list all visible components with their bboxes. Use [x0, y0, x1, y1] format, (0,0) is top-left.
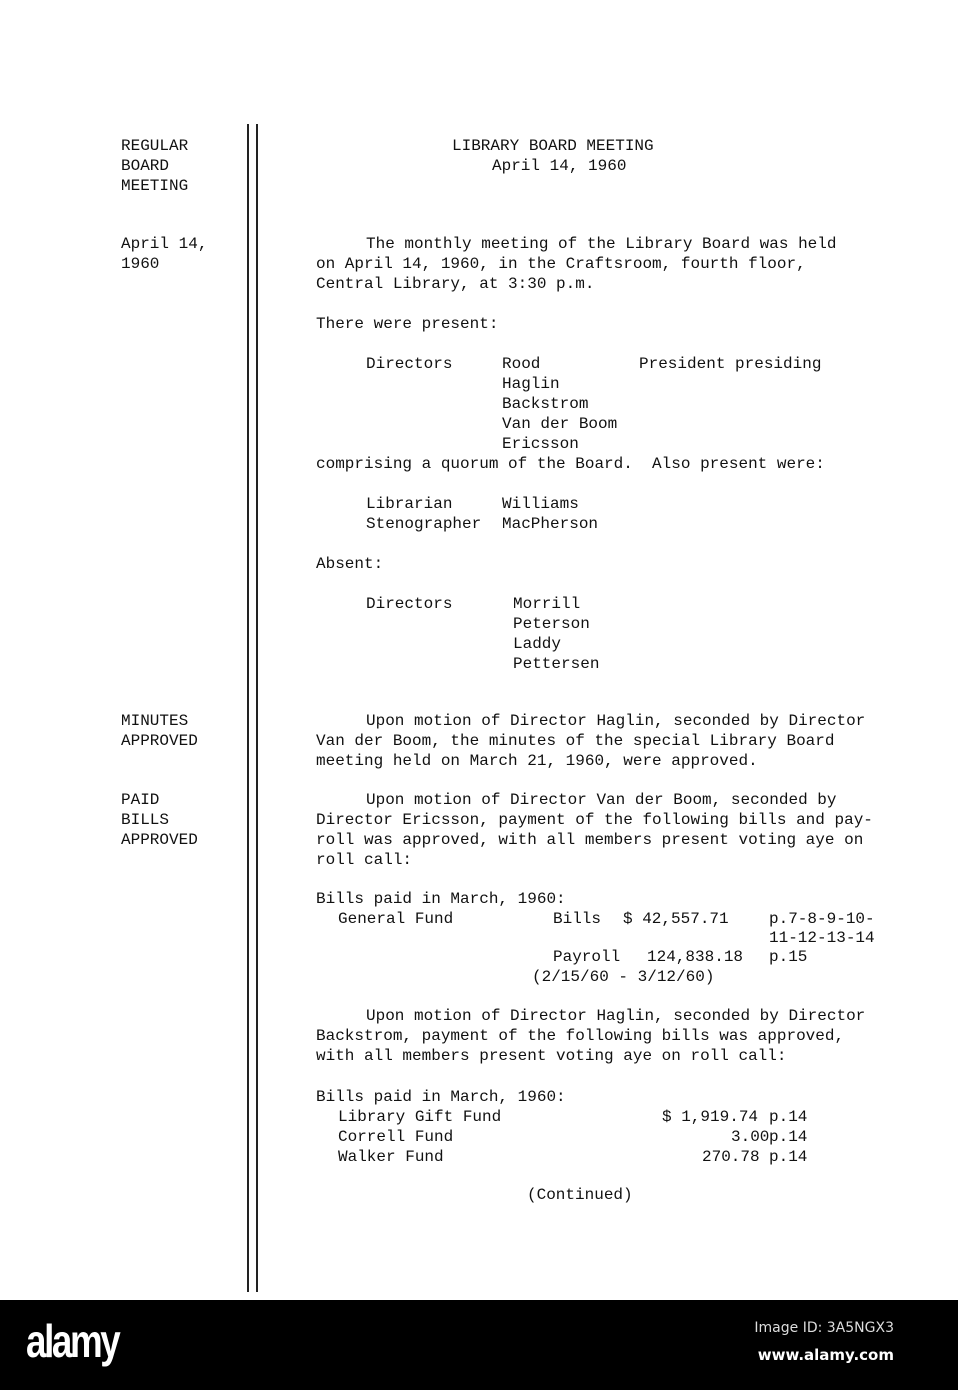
intro-line: Central Library, at 3:30 p.m.: [316, 275, 595, 293]
page-refs: p.15: [769, 948, 808, 966]
staff-role: Librarian: [366, 495, 453, 513]
margin-note: BILLS: [121, 811, 170, 829]
bills-line: Director Ericsson, payment of the following bills and pay-: [316, 811, 873, 829]
present-label: There were present:: [316, 315, 499, 333]
payroll-label: Payroll: [553, 948, 621, 966]
page-refs: p.14: [769, 1128, 808, 1146]
margin-note: APPROVED: [121, 732, 198, 750]
bills-heading: Bills paid in March, 1960:: [316, 1088, 566, 1106]
president-note: President presiding: [639, 355, 822, 373]
directors-label: Directors: [366, 355, 453, 373]
margin-note: MINUTES: [121, 712, 189, 730]
margin-note: 1960: [121, 255, 160, 273]
meeting-date: April 14, 1960: [492, 157, 627, 175]
absent-name: Pettersen: [513, 655, 600, 673]
payroll-period: (2/15/60 - 3/12/60): [532, 968, 715, 986]
page-title: LIBRARY BOARD MEETING: [452, 137, 654, 155]
director-name: Rood: [502, 355, 541, 373]
bills-line: roll was approved, with all members present voting aye on: [316, 831, 864, 849]
absent-name: Laddy: [513, 635, 562, 653]
intro-line: The monthly meeting of the Library Board was held: [366, 235, 837, 253]
minutes-line: meeting held on March 21, 1960, were approved.: [316, 752, 758, 770]
watermark-bar: [0, 1300, 958, 1390]
absent-label: Absent:: [316, 555, 384, 573]
margin-note: BOARD: [121, 157, 170, 175]
staff-name: Williams: [502, 495, 579, 513]
bills2-line: Backstrom, payment of the following bills was approved,: [316, 1027, 845, 1045]
bills-heading: Bills paid in March, 1960:: [316, 890, 566, 908]
fund-amount: 270.78: [702, 1148, 760, 1166]
director-name: Haglin: [502, 375, 560, 393]
directors-label: Directors: [366, 595, 453, 613]
page-refs: p.14: [769, 1108, 808, 1126]
alamy-logo: alamy: [26, 1315, 119, 1367]
fund-name: General Fund: [338, 910, 454, 928]
fund-amount: 3.00: [731, 1128, 770, 1146]
minutes-line: Van der Boom, the minutes of the special Library Board: [316, 732, 835, 750]
absent-name: Morrill: [513, 595, 581, 613]
margin-rule: [247, 124, 249, 1292]
page-refs: p.14: [769, 1148, 808, 1166]
fund-name: Library Gift Fund: [338, 1108, 502, 1126]
fund-amount: $ 1,919.74: [662, 1108, 759, 1126]
quorum-line: comprising a quorum of the Board. Also present were:: [316, 455, 825, 473]
margin-note: April 14,: [121, 235, 208, 253]
fund-name: Correll Fund: [338, 1128, 454, 1146]
director-name: Ericsson: [502, 435, 579, 453]
fund-name: Walker Fund: [338, 1148, 444, 1166]
payroll-amount: 124,838.18: [647, 948, 744, 966]
bills-amount: $ 42,557.71: [623, 910, 729, 928]
bills-line: roll call:: [316, 851, 413, 869]
director-name: Backstrom: [502, 395, 589, 413]
director-name: Van der Boom: [502, 415, 618, 433]
bills2-line: Upon motion of Director Haglin, seconded by Director: [366, 1007, 866, 1025]
margin-rule: [256, 124, 258, 1292]
bills-label: Bills: [553, 910, 602, 928]
minutes-line: Upon motion of Director Haglin, seconded by Director: [366, 712, 866, 730]
staff-name: MacPherson: [502, 515, 599, 533]
bills-line: Upon motion of Director Van der Boom, seconded by: [366, 791, 837, 809]
intro-line: on April 14, 1960, in the Craftsroom, fourth floor,: [316, 255, 806, 273]
margin-note: MEETING: [121, 177, 189, 195]
continued-note: (Continued): [527, 1186, 633, 1204]
page-refs: p.7-8-9-10-: [769, 910, 875, 928]
margin-note: PAID: [121, 791, 160, 809]
image-id: Image ID: 3A5NGX3: [754, 1320, 894, 1336]
absent-name: Peterson: [513, 615, 590, 633]
page-refs: 11-12-13-14: [769, 929, 875, 947]
staff-role: Stenographer: [366, 515, 482, 533]
watermark-url: www.alamy.com: [757, 1346, 894, 1364]
bills2-line: with all members present voting aye on roll call:: [316, 1047, 787, 1065]
margin-note: REGULAR: [121, 137, 189, 155]
margin-note: APPROVED: [121, 831, 198, 849]
